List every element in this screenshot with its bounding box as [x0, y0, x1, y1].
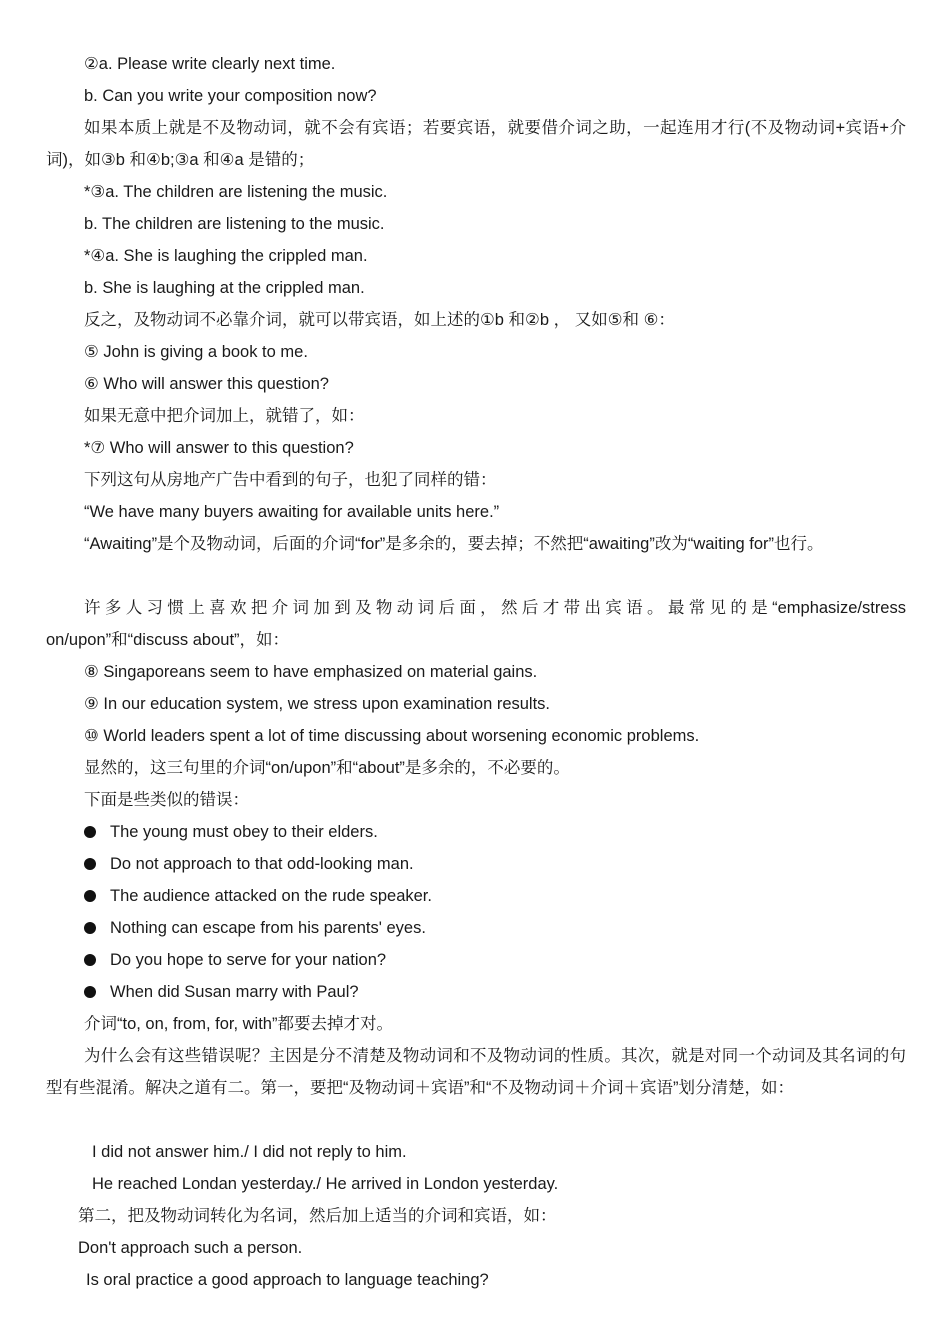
example-9: ⑨ In our education system, we stress upon examination results.	[84, 695, 551, 713]
bullet-dot-icon	[84, 922, 96, 934]
bullet-dot-icon	[84, 986, 96, 998]
bullet-text: Nothing can escape from his parents' eyes.	[110, 919, 426, 937]
bullet-item	[46, 976, 906, 1008]
bullet-text: Do you hope to serve for your nation?	[110, 951, 387, 969]
example-approach-noun: Is oral practice a good approach to language teaching?	[86, 1271, 489, 1289]
paragraph-why-errors: 为什么会有这些错误呢？主因是分不清楚及物动词和不及物动词的性质。其次，就是对同一个动词及其名词的句型有些混淆。解决之道有二。第一，要把“及物动词＋宾语”和“不及物动词＋介词＋宾语”划分清楚，如：	[46, 1047, 906, 1097]
example-approach-verb: Don't approach such a person.	[78, 1239, 303, 1257]
paragraph-awaiting: “Awaiting”是个及物动词，后面的介词“for”是多余的，要去掉；不然把“awaiting”改为“waiting for”也行。	[84, 535, 824, 553]
example-2b: b. Can you write your composition now?	[84, 87, 377, 105]
example-10: ⑩ World leaders spent a lot of time discussing about worsening economic problems.	[84, 727, 700, 745]
example-2a: ②a. Please write clearly next time.	[84, 55, 336, 73]
example-6: ⑥ Who will answer this question?	[84, 375, 329, 393]
bullet-text: The young must obey to their elders.	[110, 823, 378, 841]
example-answer-reply: I did not answer him./ I did not reply to him.	[92, 1143, 407, 1161]
bullet-text: When did Susan marry with Paul?	[110, 983, 359, 1001]
paragraph-habit: 许多人习惯上喜欢把介词加到及物动词后面，然后才带出宾语。最常见的是“emphasize/stress on/upon”和“discuss about”，如：	[46, 599, 906, 649]
example-reach-arrive: He reached Londan yesterday./ He arrived in London yesterday.	[92, 1175, 559, 1193]
example-4a: *④a. She is laughing the crippled man.	[84, 247, 368, 265]
example-7: *⑦ Who will answer to this question?	[84, 439, 354, 457]
paragraph-second-method: 第二，把及物动词转化为名词，然后加上适当的介词和宾语，如：	[78, 1207, 557, 1225]
bullet-text: The audience attacked on the rude speaker.	[110, 887, 432, 905]
example-5: ⑤ John is giving a book to me.	[84, 343, 308, 361]
example-3b: b. The children are listening to the music.	[84, 215, 385, 233]
example-3a: *③a. The children are listening the music.	[84, 183, 388, 201]
ad-quote: “We have many buyers awaiting for available units here.”	[84, 503, 500, 521]
paragraph-remove-prepositions: 介词“to, on, from, for, with”都要去掉才对。	[84, 1015, 393, 1033]
bullet-item	[46, 816, 906, 848]
paragraph-intransitive: 如果本质上就是不及物动词，就不会有宾语；若要宾语，就要借介词之助，一起连用才行(不及物动词+宾语+介词)，如③b 和④b;③a 和④a 是错的；	[46, 119, 906, 169]
document-page	[46, 48, 906, 1296]
bullet-dot-icon	[84, 826, 96, 838]
bullet-item	[46, 912, 906, 944]
bullet-dot-icon	[84, 954, 96, 966]
example-8: ⑧ Singaporeans seem to have emphasized on material gains.	[84, 663, 538, 681]
paragraph-ad-intro: 下列这句从房地产广告中看到的句子，也犯了同样的错：	[84, 471, 497, 489]
paragraph-similar-errors: 下面是些类似的错误：	[84, 791, 249, 809]
bullet-item	[46, 944, 906, 976]
bullet-text: Do not approach to that odd-looking man.	[110, 855, 414, 873]
bullet-item	[46, 848, 906, 880]
bullet-item	[46, 880, 906, 912]
paragraph-transitive: 反之，及物动词不必靠介词，就可以带宾语，如上述的①b 和②b ， 又如⑤和 ⑥：	[84, 311, 675, 329]
bullet-dot-icon	[84, 890, 96, 902]
example-4b: b. She is laughing at the crippled man.	[84, 279, 365, 297]
paragraph-redundant: 显然的，这三句里的介词“on/upon”和“about”是多余的，不必要的。	[84, 759, 570, 777]
paragraph-error-note: 如果无意中把介词加上，就错了，如：	[84, 407, 365, 425]
bullet-dot-icon	[84, 858, 96, 870]
